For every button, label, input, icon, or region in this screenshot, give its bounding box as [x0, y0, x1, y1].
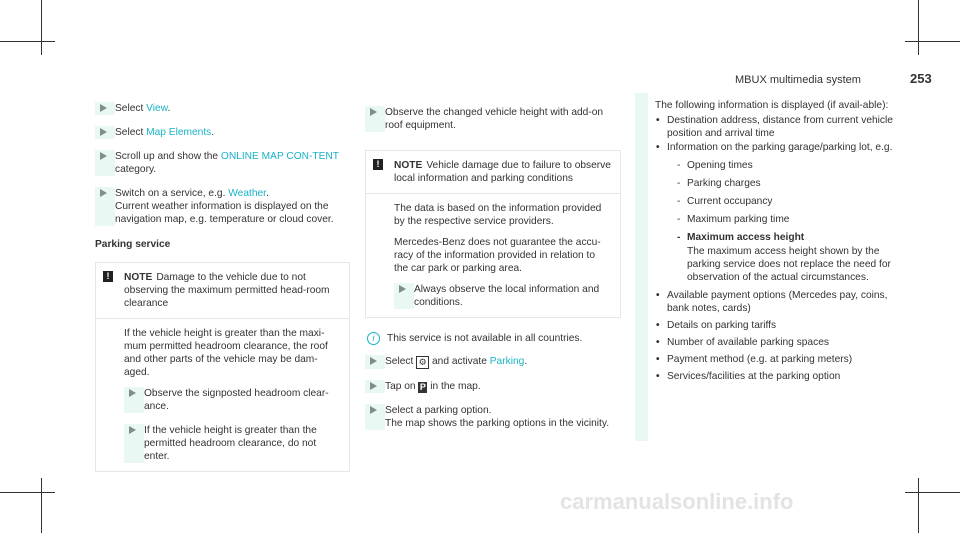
note-title: NOTE — [394, 160, 423, 171]
step-arrow-icon — [124, 387, 144, 413]
instruction-step: Scroll up and show the ONLINE MAP CON-TENT category. — [95, 150, 350, 176]
gear-icon[interactable]: ⚙ — [416, 356, 429, 369]
link-map-elements[interactable]: Map Elements — [146, 127, 212, 138]
instruction-step: Select ⚙ and activate Parking. — [365, 355, 621, 369]
step-arrow-icon — [124, 424, 144, 463]
note-box — [95, 262, 350, 472]
warning-icon: ! — [373, 159, 383, 170]
info-note: i This service is not available in all countries. — [365, 332, 621, 345]
step-arrow-icon — [365, 404, 385, 430]
note-head-text: Damage to the vehicle due to not observing the maximum permitted head-room clearance — [124, 272, 330, 309]
step-arrow-icon — [95, 126, 115, 139]
note-head-text: Vehicle damage due to failure to observe local information and parking conditions — [394, 160, 611, 184]
crop-mark — [0, 41, 55, 42]
step-arrow-icon — [95, 102, 115, 115]
crop-mark — [905, 41, 960, 42]
crop-mark — [0, 492, 55, 493]
info-icon: i — [367, 332, 380, 345]
parking-p-icon[interactable]: P — [419, 382, 426, 392]
step-arrow-icon — [95, 150, 115, 176]
bullet-item: • Details on parking tariffs — [655, 319, 897, 332]
instruction-step: Switch on a service, e.g. Weather. Current weather information is displayed on the navigation map, e.g. temperature or cloud cover. — [95, 187, 350, 226]
step-arrow-icon — [365, 355, 385, 369]
step-arrow-icon — [394, 283, 414, 309]
sub-item-heading: - Maximum access height — [655, 231, 897, 244]
note-paragraph: The data is based on the information provided by the respective service providers. — [394, 203, 602, 227]
crop-mark — [918, 0, 919, 55]
instruction-step: Tap on P in the map. — [365, 380, 621, 393]
instruction-step: Select Map Elements. — [95, 126, 350, 139]
step-arrow-icon — [365, 106, 385, 132]
instruction-step: Always observe the local information and conditions. — [394, 283, 612, 309]
column-1 — [95, 102, 350, 472]
instruction-step: Observe the changed vehicle height with add-on roof equipment. — [365, 106, 621, 132]
sub-item: - Maximum parking time — [655, 213, 897, 226]
sub-item: - Parking charges — [655, 177, 897, 190]
note-paragraph: Mercedes-Benz does not guarantee the accu-racy of the information provided in relation to the car park or parking area. — [394, 237, 601, 274]
running-header: MBUX multimedia system — [735, 74, 861, 86]
bullet-item: • Services/facilities at the parking option — [655, 370, 897, 383]
column-3 — [635, 93, 897, 441]
note-body — [366, 194, 620, 317]
link-parking[interactable]: Parking — [489, 356, 525, 367]
intro-text: The following information is displayed (if avail-able): — [655, 100, 889, 111]
bullet-item: • Available payment options (Mercedes pay, coins, bank notes, cards) — [655, 289, 897, 315]
note-header — [366, 151, 620, 194]
instruction-step: If the vehicle height is greater than the permitted headroom clearance, do not enter. — [124, 424, 341, 463]
bullet-item: • Destination address, distance from current vehicle position and arrival time — [655, 114, 897, 140]
link-view[interactable]: View — [146, 103, 168, 114]
section-heading: Parking service — [95, 239, 171, 250]
step-arrow-icon — [365, 380, 385, 393]
sub-item: - Opening times — [655, 159, 897, 172]
link-online-map-content[interactable]: ONLINE MAP CON-TENT — [220, 151, 339, 162]
step-arrow-icon — [95, 187, 115, 226]
column-2 — [365, 106, 621, 441]
note-title: NOTE — [124, 272, 153, 283]
note-header — [96, 263, 349, 319]
crop-mark — [918, 478, 919, 533]
sub-item: - Current occupancy — [655, 195, 897, 208]
note-box — [365, 150, 621, 318]
crop-mark — [905, 492, 960, 493]
instruction-step: Select View. — [95, 102, 350, 115]
sub-item-text: The maximum access height shown by the parking service does not replace the need for observation of the actual circumstances. — [687, 246, 891, 283]
crop-mark — [41, 0, 42, 55]
bullet-item: • Payment method (e.g. at parking meters) — [655, 353, 897, 366]
instruction-step: Observe the signposted headroom clear-ance. — [124, 387, 341, 413]
bullet-item: • Information on the parking garage/parking lot, e.g. — [655, 141, 897, 154]
note-body — [96, 319, 349, 471]
watermark: carmanualsonline.info — [560, 489, 794, 514]
bullet-item: • Number of available parking spaces — [655, 336, 897, 349]
crop-mark — [41, 478, 42, 533]
page-number: 253 — [910, 71, 932, 86]
continuation-bar — [635, 93, 648, 441]
instruction-step: Select a parking option. The map shows the parking options in the vicinity. — [365, 404, 621, 430]
warning-icon: ! — [103, 271, 113, 282]
link-weather[interactable]: Weather — [228, 188, 267, 199]
note-paragraph: If the vehicle height is greater than the maxi-mum permitted headroom clearance, the roof and other parts of the vehicle may be dam-aged. — [124, 328, 328, 378]
